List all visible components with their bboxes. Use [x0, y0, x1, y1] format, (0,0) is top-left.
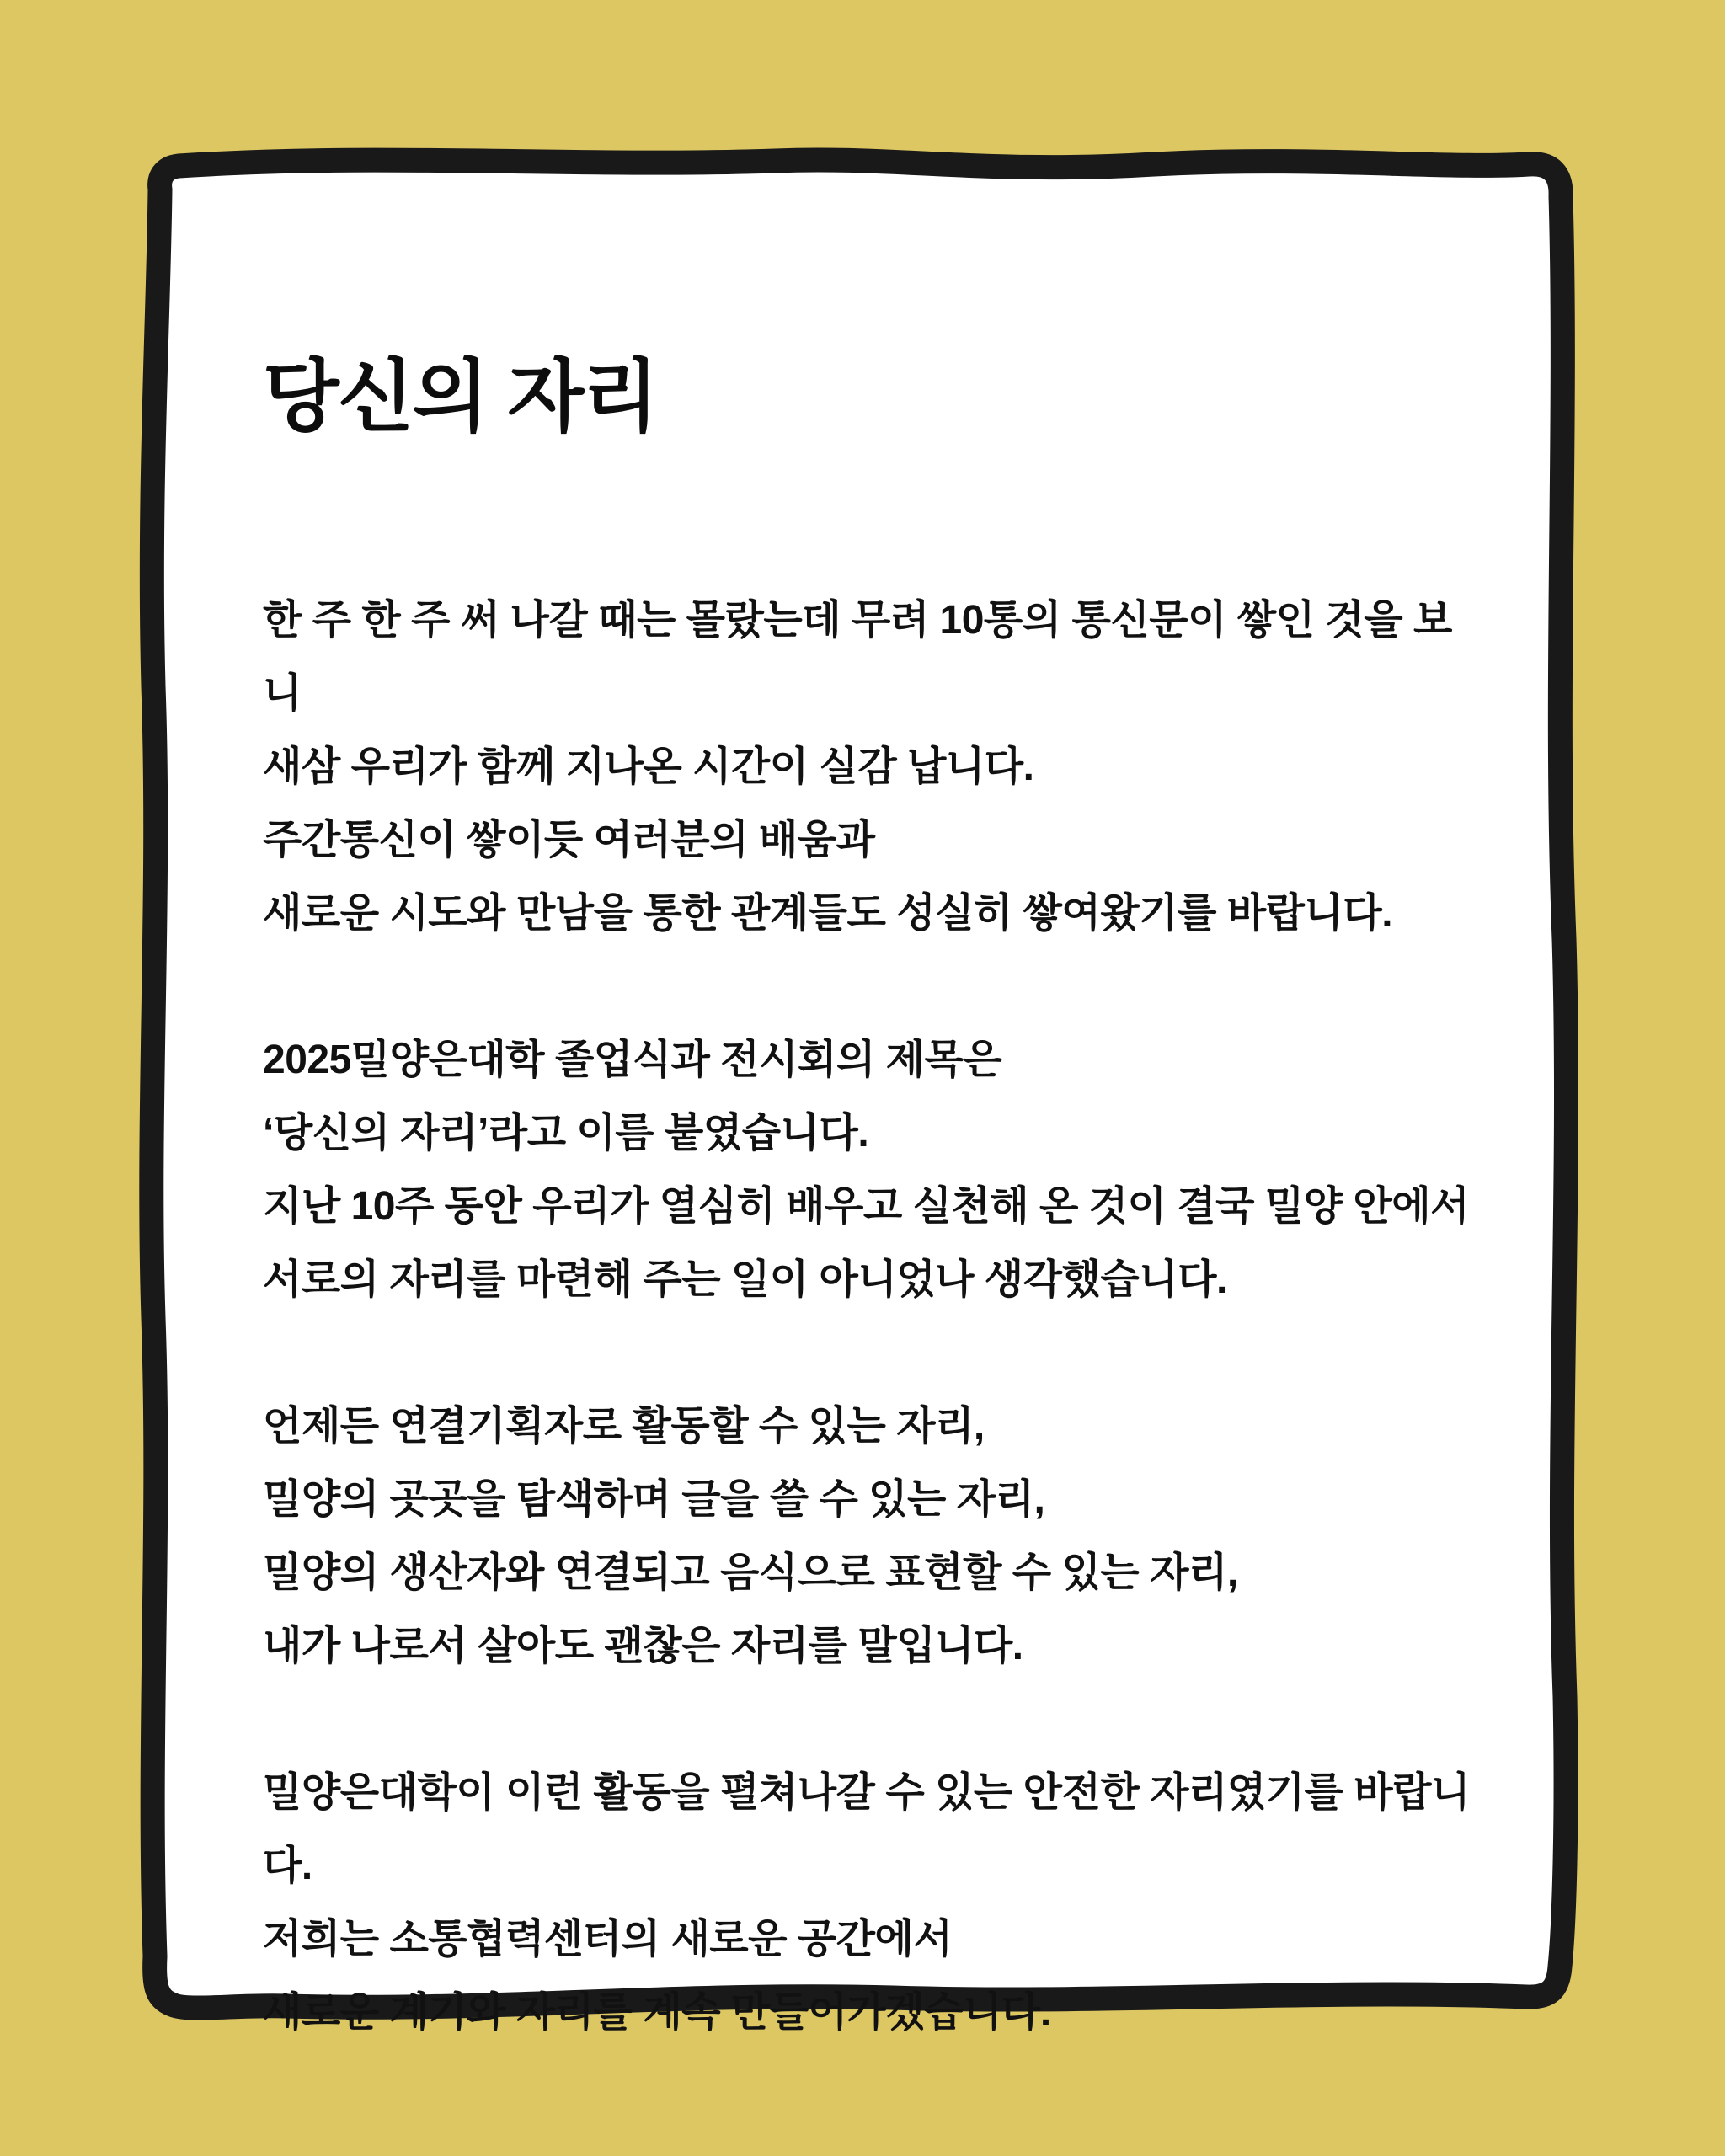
- text-line: 내가 나로서 살아도 괜찮은 자리를 말입니다.: [263, 1624, 1023, 1669]
- text-line: 언제든 연결기획자로 활동할 수 있는 자리,: [263, 1404, 985, 1449]
- text-line: 주간통신이 쌓이듯 여러분의 배움과: [263, 818, 875, 863]
- paragraph: [263, 1023, 1474, 1316]
- text-line: 한 주 한 주 써 나갈 때는 몰랐는데 무려 10통의 통신문이 쌓인 것을 보니: [263, 598, 1452, 717]
- body-text: [263, 584, 1474, 2049]
- text-line: ‘당신의 자리’라고 이름 붙였습니다.: [263, 1111, 869, 1156]
- text-line: 밀양의 곳곳을 탐색하며 글을 쓸 수 있는 자리,: [263, 1477, 1045, 1523]
- text-line: 새로운 시도와 만남을 통한 관계들도 성실히 쌓여왔기를 바랍니다.: [263, 891, 1393, 937]
- paragraph: [263, 584, 1474, 950]
- letter-card: [135, 139, 1583, 2036]
- text-line: 2025밀양은대학 졸업식과 전시회의 제목은: [263, 1038, 1002, 1083]
- text-line: 서로의 자리를 마련해 주는 일이 아니었나 생각했습니다.: [263, 1257, 1227, 1303]
- paragraph: [263, 1390, 1474, 1683]
- text-line: 새삼 우리가 함께 지나온 시간이 실감 납니다.: [263, 744, 1034, 790]
- text-line: 새로운 계기와 자리를 계속 만들어가겠습니다.: [263, 1990, 1051, 2036]
- text-line: 저희는 소통협력센터의 새로운 공간에서: [263, 1917, 953, 1962]
- page-title: 당신의 자리: [263, 352, 658, 440]
- text-line: 지난 10주 동안 우리가 열심히 배우고 실천해 온 것이 결국 밀양 안에서: [263, 1184, 1470, 1230]
- text-line: 밀양의 생산자와 연결되고 음식으로 표현할 수 있는 자리,: [263, 1550, 1238, 1596]
- text-line: 밀양은대학이 이런 활동을 펼쳐나갈 수 있는 안전한 자리였기를 바랍니다.: [263, 1770, 1470, 1889]
- letter-content: [135, 139, 1583, 2036]
- paragraph: [263, 1756, 1474, 2049]
